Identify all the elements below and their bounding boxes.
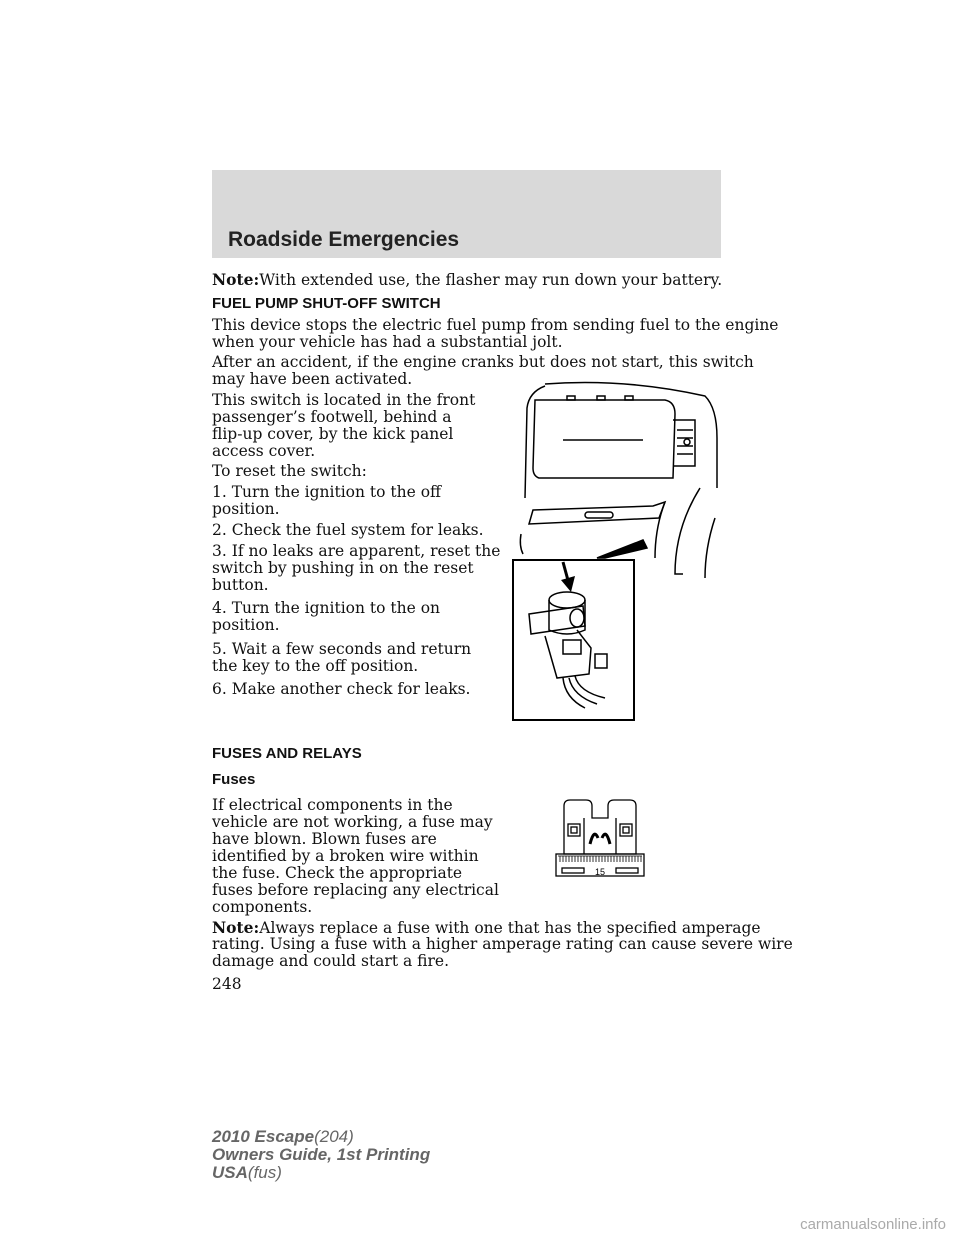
- fuel-pump-para1-line1: This device stops the electric fuel pump from sending fuel to the engine: [212, 316, 779, 334]
- step-line: 6. Make another check for leaks.: [212, 680, 471, 698]
- step-line: 2. Check the fuel system for leaks.: [212, 521, 484, 539]
- fuse-note-line2: rating. Using a fuse with a higher amperage rating can cause severe wire: [212, 935, 793, 953]
- step-line: button.: [212, 576, 269, 594]
- footer-line2: Owners Guide, 1st Printing: [212, 1145, 431, 1164]
- note-flasher: [212, 271, 722, 289]
- fuel-pump-heading: FUEL PUMP SHUT-OFF SWITCH: [212, 295, 441, 312]
- watermark-link[interactable]: carmanualsonline.info: [800, 1216, 946, 1233]
- location-line: passenger’s footwell, behind a: [212, 408, 452, 426]
- location-line: access cover.: [212, 442, 316, 460]
- step-line: the key to the off position.: [212, 657, 419, 675]
- step-line: switch by pushing in on the reset: [212, 559, 474, 577]
- footer-region-code: (fus): [247, 1163, 282, 1182]
- fuses-para-line: have blown. Blown fuses are: [212, 830, 437, 848]
- location-line: This switch is located in the front: [212, 391, 476, 409]
- footer-line1: [212, 1128, 354, 1146]
- footer-line3: [212, 1164, 282, 1182]
- step-line: position.: [212, 616, 280, 634]
- footer-model: 2010 Escape: [212, 1127, 315, 1146]
- fuse-rating-label: 15: [594, 867, 606, 877]
- note-text: With extended use, the flasher may run down your battery.: [259, 271, 723, 289]
- fuses-para-line: identified by a broken wire within: [212, 847, 479, 865]
- fuel-pump-para1-line2: when your vehicle has had a substantial jolt.: [212, 333, 563, 351]
- fuses-subheading: Fuses: [212, 771, 256, 788]
- footer-model-code: (204): [314, 1127, 354, 1146]
- fuse-note-line3: damage and could start a fire.: [212, 952, 450, 970]
- note-label: Note:: [212, 270, 260, 289]
- fuse-note-label: Note:: [212, 918, 260, 937]
- section-title: Roadside Emergencies: [228, 228, 460, 251]
- fuses-para-line: fuses before replacing any electrical: [212, 881, 499, 899]
- footer-region: USA: [212, 1163, 248, 1182]
- fuses-para-line: components.: [212, 898, 313, 916]
- fuel-pump-switch-illustration: [505, 378, 725, 724]
- location-line: flip-up cover, by the kick panel: [212, 425, 454, 443]
- fuses-para-line: vehicle are not working, a fuse may: [212, 813, 493, 831]
- fuel-pump-para2-line2: may have been activated.: [212, 370, 413, 388]
- step-line: 4. Turn the ignition to the on: [212, 599, 441, 617]
- step-line: 3. If no leaks are apparent, reset the: [212, 542, 501, 560]
- blade-fuse-illustration: [550, 798, 650, 880]
- fuses-para-line: If electrical components in the: [212, 796, 453, 814]
- fuses-relays-heading: FUSES AND RELAYS: [212, 745, 362, 762]
- step-line: position.: [212, 500, 280, 518]
- fuel-pump-para2-line1: After an accident, if the engine cranks but does not start, this switch: [212, 353, 754, 371]
- page-number: 248: [212, 975, 242, 993]
- reset-intro: To reset the switch:: [212, 462, 367, 480]
- step-line: 5. Wait a few seconds and return: [212, 640, 472, 658]
- fuses-para-line: the fuse. Check the appropriate: [212, 864, 463, 882]
- step-line: 1. Turn the ignition to the off: [212, 483, 442, 501]
- fuse-note-text: Always replace a fuse with one that has the specified amperage: [259, 919, 761, 937]
